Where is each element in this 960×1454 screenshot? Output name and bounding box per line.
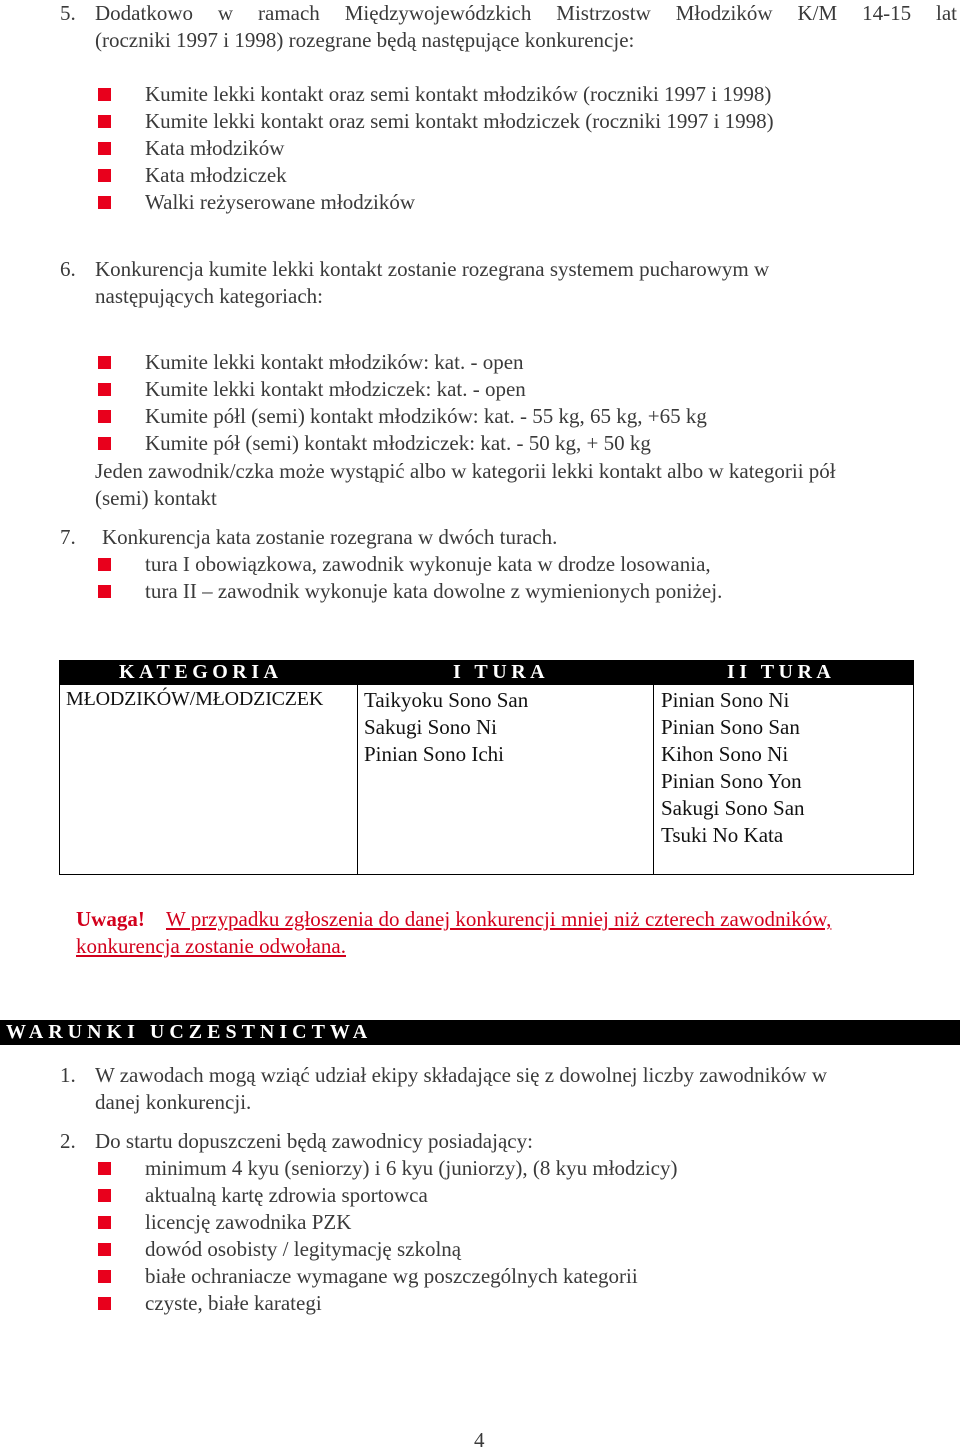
kata-table-tura-2-item: Pinian Sono Ni [661,688,790,712]
conditions-item: białe ochraniacze wymagane wg poszczególnych kategorii [145,1264,638,1288]
section-7-item: tura I obowiązkowa, zawodnik wykonuje kata w drodze losowania, [145,552,711,576]
conditions-item: licencję zawodnika PZK [145,1210,352,1234]
section-6-line-1: Konkurencja kumite lekki kontakt zostanie rozegrana systemem pucharowym w [95,257,770,281]
table-border-left [59,685,60,875]
conditions-item: minimum 4 kyu (seniorzy) i 6 kyu (juniorzy), (8 kyu młodzicy) [145,1156,678,1180]
page-number: 4 [474,1428,485,1452]
table-divider-1 [357,685,358,875]
conditions-1-line-2: danej konkurencji. [95,1090,252,1114]
section-6-item: Kumite pół (semi) kontakt młodziczek: kat. - 50 kg, + 50 kg [145,431,651,455]
bullet-icon [98,1270,111,1283]
conditions-2-number: 2. [60,1129,76,1153]
kata-table-tura-1-item: Taikyoku Sono San [364,688,529,712]
kata-table-tura-2-item: Kihon Sono Ni [661,742,789,766]
section-7-item: tura II – zawodnik wykonuje kata dowolne z wymienionych poniżej. [145,579,723,603]
kata-table-header-tura-2: II TURA [727,661,836,683]
bullet-icon [98,1162,111,1175]
bullet-icon [98,437,111,450]
section-5-item: Kata młodziczek [145,163,287,187]
kata-table-header-row [59,660,914,685]
bullet-icon [98,88,111,101]
bullet-icon [98,1216,111,1229]
conditions-header-bar [0,1020,960,1045]
section-5-item: Kumite lekki kontakt oraz semi kontakt młodziczek (roczniki 1997 i 1998) [145,109,774,133]
section-5-item: Walki reżyserowane młodzików [145,190,416,214]
section-6-item: Kumite lekki kontakt młodzików: kat. - open [145,350,524,374]
bullet-icon [98,169,111,182]
section-5-number: 5. [60,1,76,25]
warning-line-1: W przypadku zgłoszenia do danej konkurencji mniej niż czterech zawodników, [166,907,832,931]
conditions-2-title: Do startu dopuszczeni będą zawodnicy posiadający: [95,1129,533,1153]
bullet-icon [98,1297,111,1310]
section-6-item: Kumite półl (semi) kontakt młodzików: kat. - 55 kg, 65 kg, +65 kg [145,404,707,428]
section-5-line-2: (roczniki 1997 i 1998) rozegrane będą następujące konkurencje: [95,28,635,52]
conditions-item: dowód osobisty / legitymację szkolną [145,1237,462,1261]
section-6-item: Kumite lekki kontakt młodziczek: kat. - open [145,377,526,401]
section-6-note-line-1: Jeden zawodnik/czka może wystąpić albo w kategorii lekki kontakt albo w kategorii pół [95,459,836,483]
warning-line-2: konkurencja zostanie odwołana. [76,934,346,958]
section-6-note-line-2: (semi) kontakt [95,486,217,510]
kata-table-header-category: KATEGORIA [119,661,283,683]
bullet-icon [98,115,111,128]
section-7-title: Konkurencja kata zostanie rozegrana w dwóch turach. [102,525,558,549]
kata-table-header-tura-1: I TURA [453,661,550,683]
section-6-line-2: następujących kategoriach: [95,284,323,308]
table-divider-2 [653,685,654,875]
table-border-right [913,685,914,875]
kata-table-tura-2-item: Sakugi Sono San [661,796,805,820]
section-5-item: Kata młodzików [145,136,285,160]
kata-table-tura-1-item: Pinian Sono Ichi [364,742,504,766]
kata-table-tura-1-item: Sakugi Sono Ni [364,715,498,739]
section-5-item: Kumite lekki kontakt oraz semi kontakt młodzików (roczniki 1997 i 1998) [145,82,772,106]
bullet-icon [98,142,111,155]
bullet-icon [98,1243,111,1256]
bullet-icon [98,196,111,209]
conditions-1-number: 1. [60,1063,76,1087]
conditions-item: aktualną kartę zdrowia sportowca [145,1183,428,1207]
bullet-icon [98,383,111,396]
conditions-header-title: WARUNKI UCZESTNICTWA [6,1021,373,1043]
kata-table-tura-2-item: Pinian Sono Yon [661,769,802,793]
table-border-bottom [59,874,914,875]
bullet-icon [98,356,111,369]
conditions-item: czyste, białe karategi [145,1291,322,1315]
bullet-icon [98,558,111,571]
bullet-icon [98,410,111,423]
section-5-line-1: Dodatkowo w ramach Międzywojewódzkich Mistrzostw Młodzików K/M 14-15 lat [95,1,957,25]
bullet-icon [98,585,111,598]
conditions-1-line-1: W zawodach mogą wziąć udział ekipy składające się z dowolnej liczby zawodników w [95,1063,828,1087]
kata-table-category-cell: MŁODZIKÓW/MŁODZICZEK [66,688,324,710]
section-7-number: 7. [60,525,76,549]
kata-table-tura-2-item: Tsuki No Kata [661,823,784,847]
warning-label: Uwaga! [76,907,145,931]
section-6-number: 6. [60,257,76,281]
kata-table-tura-2-item: Pinian Sono San [661,715,800,739]
bullet-icon [98,1189,111,1202]
